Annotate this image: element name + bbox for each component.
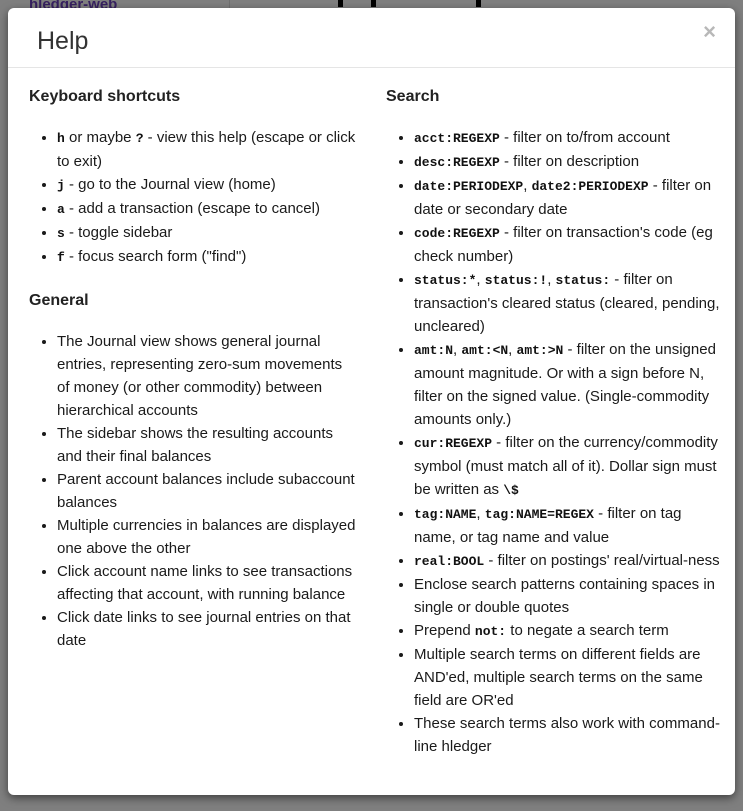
- code-term: h: [57, 131, 65, 146]
- help-list-item: • s - toggle sidebar: [57, 221, 357, 245]
- help-list-item: • amt:N, amt:<N, amt:>N - filter on the unsigned amount magnitude. Or with a sign before N, filter on the signed value. (Single-commodity amounts only.): [414, 338, 721, 431]
- help-list-item: • Prepend not: to negate a search term: [414, 619, 721, 643]
- help-list-item: • a - add a transaction (escape to cancel): [57, 197, 357, 221]
- code-term: amt:>N: [516, 343, 564, 358]
- help-list-item: • desc:REGEXP - filter on description: [414, 150, 721, 174]
- help-list-item: • j - go to the Journal view (home): [57, 173, 357, 197]
- code-term: desc:REGEXP: [414, 155, 500, 170]
- code-term: status:*: [414, 273, 477, 288]
- code-term: status:: [555, 273, 611, 288]
- code-term: cur:REGEXP: [414, 436, 493, 451]
- help-list-item: • cur:REGEXP - filter on the currency/commodity symbol (must match all of it). Dollar sign must be written as \$: [414, 431, 721, 502]
- code-term: amt:<N: [461, 343, 509, 358]
- code-term: status:!: [484, 273, 548, 288]
- code-term: f: [57, 250, 65, 265]
- help-list-item: • tag:NAME, tag:NAME=REGEX - filter on tag name, or tag name and value: [414, 502, 721, 549]
- help-list-item: • The sidebar shows the resulting accounts and their final balances: [57, 422, 357, 468]
- code-term: date2:PERIODEXP: [531, 179, 649, 194]
- help-list-item: • Click date links to see journal entries on that date: [57, 606, 357, 652]
- code-term: s: [57, 226, 65, 241]
- modal-header: [8, 8, 735, 68]
- code-term: j: [57, 178, 65, 193]
- code-term: acct:REGEXP: [414, 131, 500, 146]
- code-term: tag:NAME: [414, 507, 477, 522]
- modal-body: [8, 68, 735, 782]
- keyboard-shortcuts-list: [29, 126, 357, 269]
- help-list-item: • h or maybe ? - view this help (escape or click to exit): [57, 126, 357, 173]
- help-list-item: • f - focus search form ("find"): [57, 245, 357, 269]
- help-list-item: • real:BOOL - filter on postings' real/virtual-ness: [414, 549, 721, 573]
- help-list-item: • code:REGEXP - filter on transaction's code (eg check number): [414, 221, 721, 268]
- code-term: tag:NAME=REGEX: [484, 507, 594, 522]
- code-term: amt:N: [414, 343, 454, 358]
- code-term: \$: [503, 483, 519, 498]
- code-term: a: [57, 202, 65, 217]
- left-column: [29, 68, 357, 676]
- section-heading-keyboard-shortcuts: Keyboard shortcuts: [29, 88, 181, 105]
- section-heading-general: General: [29, 292, 89, 309]
- help-list-item: • Parent account balances include subaccount balances: [57, 468, 357, 514]
- help-list-item: • These search terms also work with command-line hledger: [414, 712, 721, 758]
- code-term: code:REGEXP: [414, 226, 500, 241]
- help-list-item: • date:PERIODEXP, date2:PERIODEXP - filter on date or secondary date: [414, 174, 721, 221]
- help-list-item: • Click account name links to see transactions affecting that account, with running balance: [57, 560, 357, 606]
- code-term: ?: [135, 131, 144, 146]
- code-term: real:BOOL: [414, 554, 485, 569]
- code-term: date:PERIODEXP: [414, 179, 524, 194]
- close-icon[interactable]: ×: [703, 19, 716, 44]
- help-list-item: • Multiple currencies in balances are displayed one above the other: [57, 514, 357, 560]
- general-list: [29, 330, 357, 652]
- help-modal: [8, 8, 735, 795]
- help-list-item: • status:*, status:!, status: - filter on transaction's cleared status (cleared, pending, uncleared): [414, 268, 721, 338]
- help-list-item: • Multiple search terms on different fields are AND'ed, multiple search terms on the same field are OR'ed: [414, 643, 721, 712]
- right-column: [386, 68, 721, 782]
- section-heading-search: Search: [386, 88, 440, 105]
- help-list-item: • Enclose search patterns containing spaces in single or double quotes: [414, 573, 721, 619]
- help-list-item: • acct:REGEXP - filter on to/from account: [414, 126, 721, 150]
- code-term: not:: [474, 624, 507, 639]
- search-terms-list: [386, 126, 721, 758]
- help-list-item: • The Journal view shows general journal entries, representing zero-sum movements of money (or other commodity) between hierarchical accounts: [57, 330, 357, 422]
- modal-title: Help: [37, 27, 89, 55]
